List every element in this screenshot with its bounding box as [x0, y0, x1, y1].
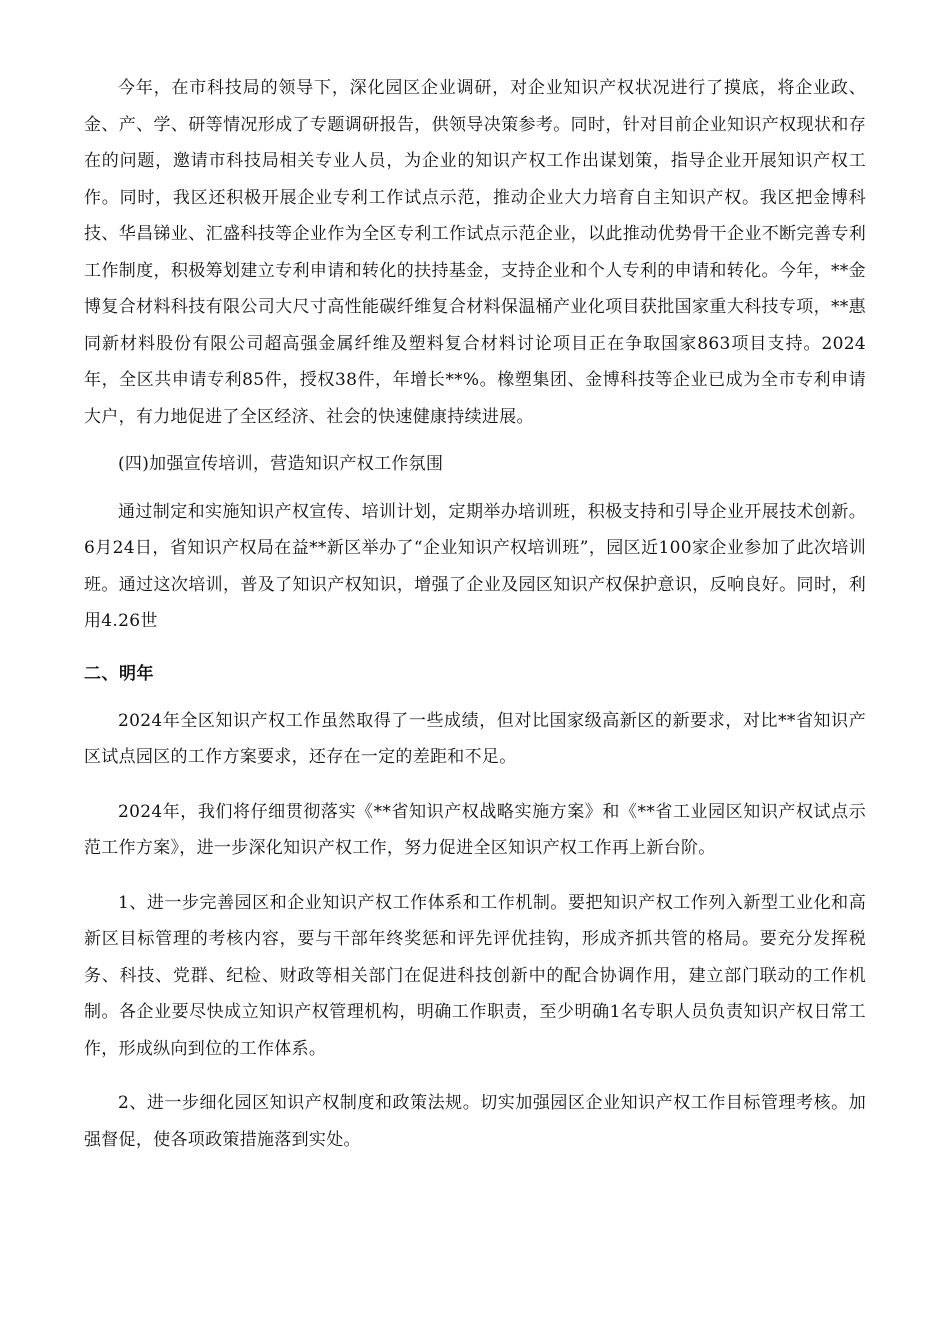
section-subheading-training: (四)加强宣传培训，营造知识产权工作氛围 [118, 454, 444, 474]
paragraph-item-2: 2、进一步细化园区知识产权制度和政策法规。切实加强园区企业知识产权工作目标管理考核。加强督促，使各项政策措施落到实处。 [84, 1093, 866, 1150]
paragraph-shortcomings: 2024年全区知识产权工作虽然取得了一些成绩，但对比国家级高新区的新要求，对比**省知识产区试点园区的工作方案要求，还存在一定的差距和不足。 [84, 710, 866, 767]
paragraph-ip-survey: 今年，在市科技局的领导下，深化园区企业调研，对企业知识产权状况进行了摸底，将企业政、金、产、学、研等情况形成了专题调研报告，供领导决策参考。同时，针对目前企业知识产权现状和存在的问题，邀请市科技局相关专业人员，为企业的知识产权工作出谋划策，指导企业开展知识产权工作。同时，我区还积极开展企业专利工作试点示范，推动企业大力培育自主知识产权。我区把金博科技、华昌锑业、汇盛科技等企业作为全区专利工作试点示范企业，以此推动优势骨干企业不断完善专利工作制度，积极筹划建立专利申请和转化的扶持基金，支持企业和个人专利的申请和转化。今年，**金博复合材料科技有限公司大尺寸高性能碳纤维复合材料保温桶产业化项目获批国家重大科技专项，**惠同新材料股份有限公司超高强金属纤维及塑料复合材料讨论项目正在争取国家863项目支持。2024年，全区共申请专利85件，授权38件，年增长**%。橡塑集团、金博科技等企业已成为全市专利申请大户，有力地促进了全区经济、社会的快速健康持续进展。 [84, 78, 866, 427]
section-heading-next-year: 二、明年 [84, 663, 154, 684]
paragraph-plan: 2024年，我们将仔细贯彻落实《**省知识产权战略实施方案》和《**省工业园区知识产权试点示范工作方案》，进一步深化知识产权工作，努力促进全区知识产权工作再上新台阶。 [84, 801, 866, 858]
paragraph-training: 通过制定和实施知识产权宣传、培训计划，定期举办培训班，积极支持和引导企业开展技术创新。6月24日，省知识产权局在益**新区举办了“企业知识产权培训班”，园区近100家企业参加了此次培训班。通过这次培训，普及了知识产权知识，增强了企业及园区知识产权保护意识，反响良好。同时，利用4.26世 [84, 501, 866, 631]
paragraph-item-1: 1、进一步完善园区和企业知识产权工作体系和工作机制。要把知识产权工作列入新型工业化和高新区目标管理的考核内容，要与干部年终奖惩和评先评优挂钩，形成齐抓共管的格局。要充分发挥税务、科技、党群、纪检、财政等相关部门在促进科技创新中的配合协调作用，建立部门联动的工作机制。各企业要尽快成立知识产权管理机构，明确工作职责，至少明确1名专职人员负责知识产权日常工作，形成纵向到位的工作体系。 [84, 892, 866, 1059]
